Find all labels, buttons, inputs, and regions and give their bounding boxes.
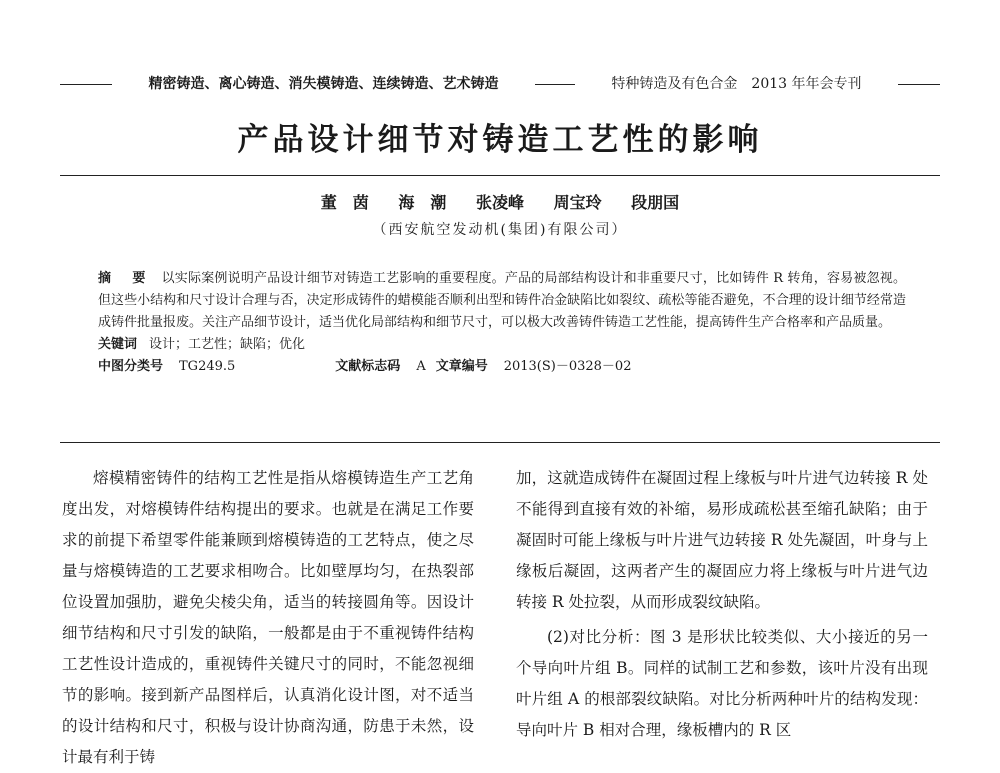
affiliation: （西安航空发动机(集团)有限公司） <box>372 222 628 238</box>
author: 周宝玲 <box>553 193 602 212</box>
keywords-label: 关键词 <box>98 337 138 352</box>
body-paragraph: (2)对比分析：图 3 是形状比较类似、大小接近的另一个导向叶片组 B。同样的试制工艺和参数，该叶片没有出现叶片组 A 的根部裂纹缺陷。对比分析两种叶片的结构发现：导向叶片 B 相对合理，缘板槽内的 R 区 <box>516 628 928 739</box>
keywords-text: 设计；工艺性；缺陷；优化 <box>149 337 306 352</box>
keywords <box>98 334 906 356</box>
clc-label: 中图分类号 <box>98 359 164 374</box>
author: 张凌峰 <box>475 193 524 212</box>
body-paragraph: 熔模精密铸件的结构工艺性是指从熔模铸造生产工艺角度出发，对熔模铸件结构提出的要求。也就是在满足工作要求的前提下希望零件能兼顾到熔模铸造的工艺特点，使之尽量与熔模铸造的工艺要求相吻合。比如壁厚均匀，在热裂部位设置加强肋，避免尖棱尖角，适当的转接圆角等。因设计细节结构和尺寸引发的缺陷，一般都是由于不重视铸件结构工艺性设计造成的，重视铸件关键尺寸的同时，不能忽视细节的影响。接到新产品图样后，认真消化设计图，对不适当的设计结构和尺寸，积极与设计协商沟通，防患于未然，设计最有利于铸 <box>62 469 474 766</box>
abstract-label: 摘 要 <box>98 271 150 286</box>
author: 海 潮 <box>398 193 447 212</box>
author: 段朋国 <box>631 193 680 212</box>
abstract-block <box>98 268 906 378</box>
article-number-label: 文章编号 <box>435 359 488 374</box>
divider <box>60 175 940 176</box>
rule-dash <box>898 84 940 85</box>
body-column-left <box>62 463 474 773</box>
abstract-text: 以实际案例说明产品设计细节对铸造工艺影响的重要程度。产品的局部结构设计和非重要尺寸，比如铸件 R 转角，容易被忽视。但这些小结构和尺寸设计合理与否，决定形成铸件的蜡模能否顺利出型和铸件冶金缺陷比如裂纹、疏松等能否避免，不合理的设计细节经常造成铸件批量报废。关注产品细节设计，适当优化局部结构和细节尺寸，可以极大改善铸件铸造工艺性能，提高铸件生产合格率和产品质量。 <box>98 271 906 330</box>
classification-line <box>98 356 906 378</box>
doc-code-label: 文献标志码 <box>335 359 401 374</box>
clc-value: TG249.5 <box>179 359 236 374</box>
rule-dash <box>60 84 112 85</box>
body-paragraph: 加，这就造成铸件在凝固过程上缘板与叶片进气边转接 R 处不能得到直接有效的补缩，易形成疏松甚至缩孔缺陷；由于凝固时可能上缘板与叶片进气边转接 R 处先凝固，叶身与上缘板后凝固，这两者产生的凝固应力将上缘板与叶片进气边转接 R 处拉裂，从而形成裂纹缺陷。 <box>516 469 928 611</box>
author-list <box>0 192 1000 214</box>
running-head-journal: 特种铸造及有色合金 2013 年年会专刊 <box>611 76 862 92</box>
article-number-value: 2013(S)－0328－02 <box>503 359 632 374</box>
running-head <box>60 74 940 94</box>
author: 董 茵 <box>320 193 369 212</box>
paper-title: 产品设计细节对铸造工艺性的影响 <box>237 122 763 158</box>
divider <box>60 442 940 443</box>
body-column-right <box>516 463 928 746</box>
running-head-topics: 精密铸造、离心铸造、消失模铸造、连续铸造、艺术铸造 <box>148 76 499 92</box>
abstract <box>98 268 906 334</box>
rule-dash <box>535 84 575 85</box>
doc-code-value: A <box>416 359 426 374</box>
